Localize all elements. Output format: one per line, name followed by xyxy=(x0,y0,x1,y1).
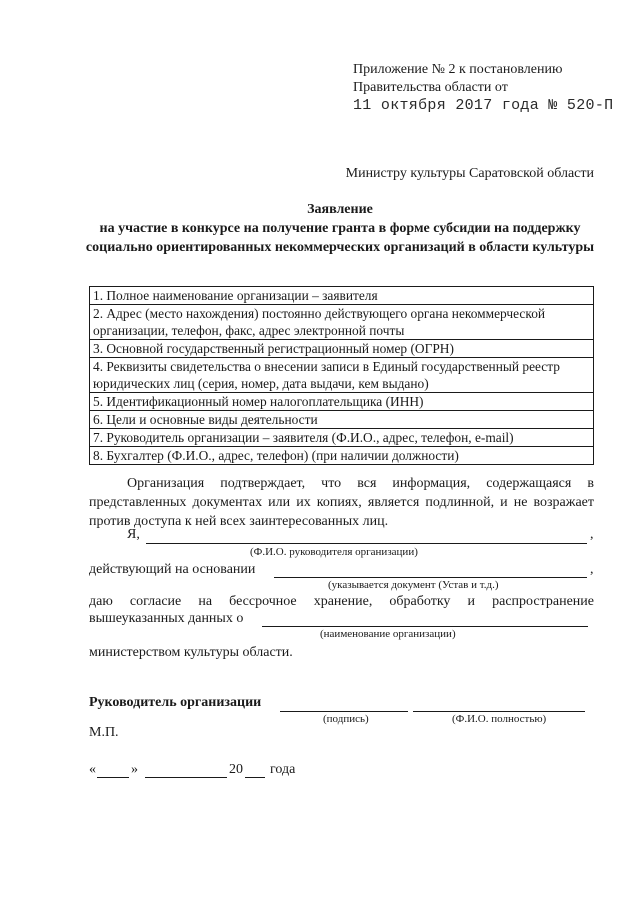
form-row-3: 3. Основной государственный регистрационный номер (ОГРН) xyxy=(90,340,594,358)
form-row-7: 7. Руководитель организации – заявителя (Ф.И.О., адрес, телефон, e-mail) xyxy=(90,429,594,447)
form-row-6: 6. Цели и основные виды деятельности xyxy=(90,411,594,429)
consent-comma-1: , xyxy=(590,527,594,542)
appendix-line-3: 11 октября 2017 года № 520-П xyxy=(353,97,614,114)
date-month-field[interactable] xyxy=(145,777,227,778)
consent-i: Я, xyxy=(127,527,140,542)
basis-document-field[interactable] xyxy=(274,577,587,578)
form-row-8: 8. Бухгалтер (Ф.И.О., адрес, телефон) (при наличии должности) xyxy=(90,447,594,465)
document-subtitle: на участие в конкурсе на получение гранта в форме субсидии на поддержку социально ориентированных некоммерческих организаций в области культуры xyxy=(85,221,595,255)
ministry-text: министерством культуры области. xyxy=(89,645,293,660)
stamp-mark: М.П. xyxy=(89,725,119,740)
basis-document-hint: (указывается документ (Устав и т.д.) xyxy=(328,579,499,591)
date-open-quote: « xyxy=(89,762,96,777)
table-row xyxy=(90,447,594,465)
date-year-word: года xyxy=(270,762,296,777)
signature-label: Руководитель организации xyxy=(89,695,262,710)
full-name-hint: (Ф.И.О. полностью) xyxy=(452,713,547,725)
date-close-quote: » xyxy=(131,762,138,777)
acting-basis-label: действующий на основании xyxy=(89,562,256,577)
appendix-line-1: Приложение № 2 к постановлению xyxy=(353,62,563,77)
head-name-hint: (Ф.И.О. руководителя организации) xyxy=(250,546,418,558)
form-row-5: 5. Идентификационный номер налогоплательщика (ИНН) xyxy=(90,393,594,411)
signature-field[interactable] xyxy=(280,711,408,712)
date-day-field[interactable] xyxy=(97,777,129,778)
full-name-field[interactable] xyxy=(413,711,585,712)
table-row xyxy=(90,429,594,447)
table-row xyxy=(90,393,594,411)
table-row xyxy=(90,287,594,305)
form-row-1: 1. Полное наименование организации – заявителя xyxy=(90,287,594,305)
date-year-prefix: 20 xyxy=(229,762,243,777)
table-row xyxy=(90,411,594,429)
head-name-field[interactable] xyxy=(146,543,587,544)
consent-above-text: вышеуказанных данных о xyxy=(89,611,244,626)
signature-hint: (подпись) xyxy=(323,713,369,725)
organization-name-hint: (наименование организации) xyxy=(320,628,456,640)
date-year-field[interactable] xyxy=(245,777,265,778)
table-row xyxy=(90,340,594,358)
addressee: Министру культуры Саратовской области xyxy=(345,166,594,181)
confirmation-paragraph: Организация подтверждает, что вся информация, содержащаяся в представленных документах или их копиях, является подлинной, и не возражает против доступа к ней всех заинтересованных лиц. xyxy=(89,476,594,529)
table-row xyxy=(90,358,594,393)
organization-name-field[interactable] xyxy=(262,626,588,627)
application-form-table xyxy=(89,286,594,465)
document-title: Заявление xyxy=(307,202,373,217)
consent-comma-2: , xyxy=(590,562,594,577)
appendix-block xyxy=(353,61,613,115)
table-row xyxy=(90,305,594,340)
form-row-2: 2. Адрес (место нахождения) постоянно действующего органа некоммерческой организации, телефон, факс, адрес электронной почты xyxy=(90,305,594,340)
appendix-line-2: Правительства области от xyxy=(353,80,508,95)
form-row-4: 4. Реквизиты свидетельства о внесении записи в Единый государственный реестр юридических лиц (серия, номер, дата выдачи, кем выдано) xyxy=(90,358,594,393)
consent-agree-text: даю согласие на бессрочное хранение, обработку и распространение xyxy=(89,594,594,609)
